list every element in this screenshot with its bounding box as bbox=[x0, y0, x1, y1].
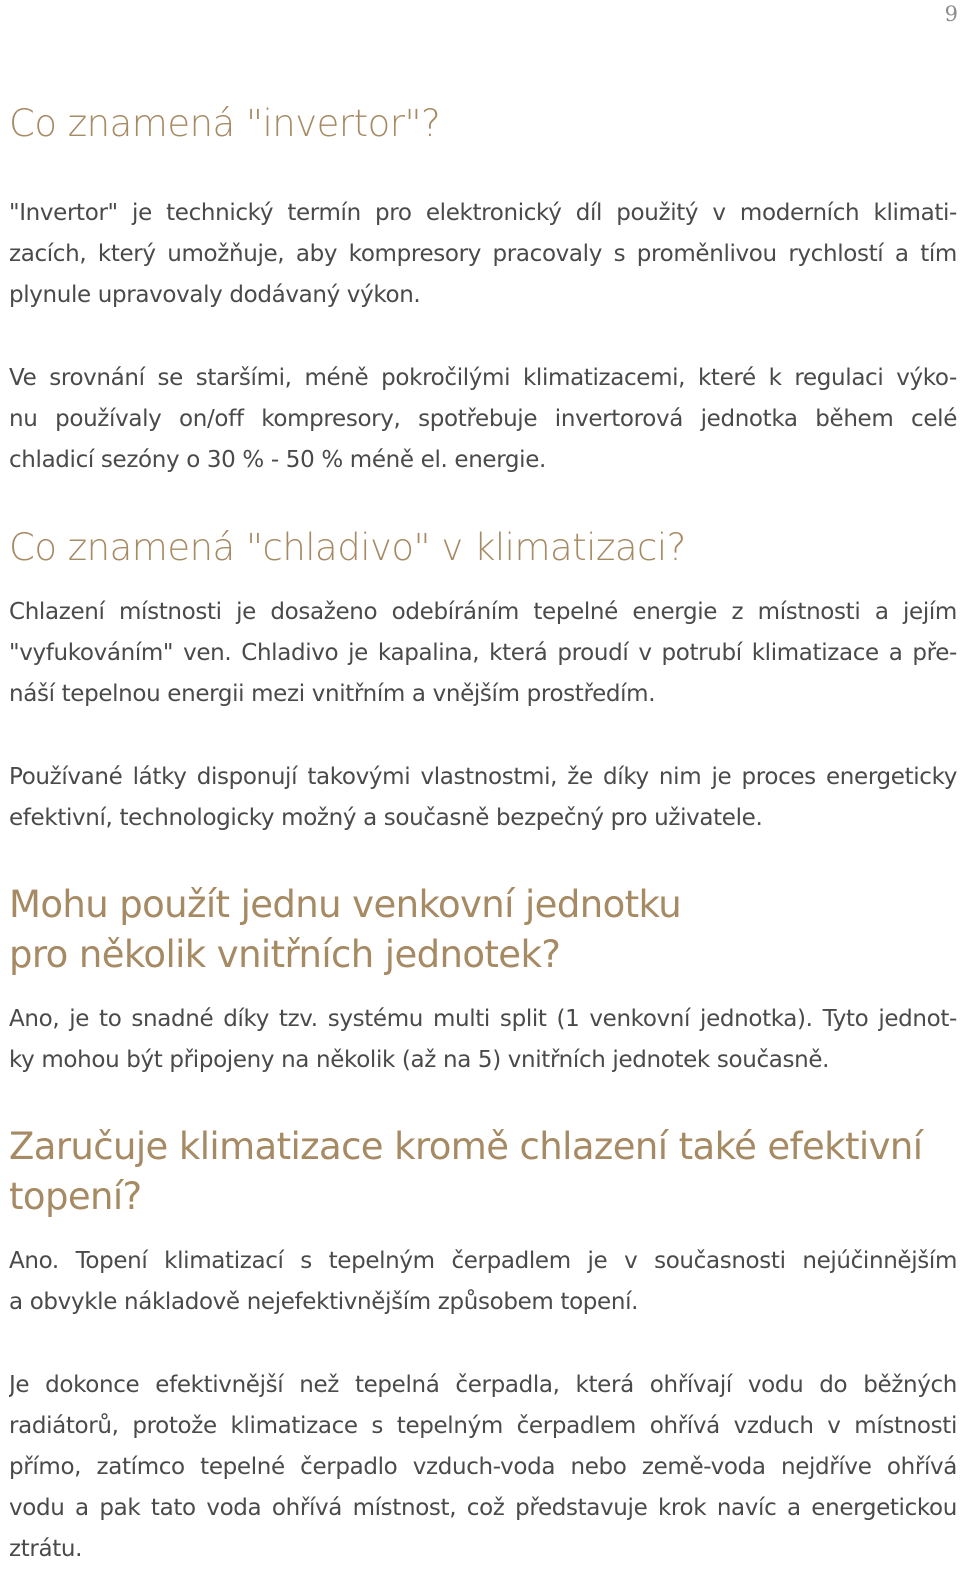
page-number: 9 bbox=[944, 2, 958, 26]
heading-line: Zaručuje klimatizace kromě chlazení také efektivní bbox=[9, 1125, 923, 1168]
text-line: zacích, který umožňuje, aby kompresory pracovaly s proměnlivou rychlostí a tím bbox=[9, 241, 957, 267]
section-2-paragraph-1 bbox=[9, 592, 957, 715]
text-line: přímo, zatímco tepelné čerpadlo vzduch-voda nebo země-voda nejdříve ohřívá bbox=[9, 1454, 957, 1480]
heading-line: Co znamená "chladivo" v klimatizaci? bbox=[9, 526, 686, 569]
section-1-paragraph-2 bbox=[9, 358, 957, 481]
text-line: chladicí sezóny o 30 % - 50 % méně el. energie. bbox=[9, 447, 546, 473]
text-line: Chlazení místnosti je dosaženo odebíráním tepelné energie z místnosti a jejím bbox=[9, 599, 957, 625]
text-line: nu používaly on/off kompresory, spotřebuje invertorová jednotka během celé bbox=[9, 406, 957, 432]
text-line: Ano. Topení klimatizací s tepelným čerpadlem je v současnosti nejúčinnějším bbox=[9, 1248, 957, 1274]
text-line: efektivní, technologicky možný a současně bezpečný pro uživatele. bbox=[9, 805, 763, 831]
heading-line: pro několik vnitřních jednotek? bbox=[9, 933, 561, 976]
text-line: vodu a pak tato voda ohřívá místnost, což představuje krok navíc a energetickou bbox=[9, 1495, 957, 1521]
section-2-paragraph-2 bbox=[9, 757, 957, 839]
heading-line: Co znamená "invertor"? bbox=[9, 102, 441, 145]
heading-line: Mohu použít jednu venkovní jednotku bbox=[9, 883, 682, 926]
text-line: Ve srovnání se staršími, méně pokročilými klimatizacemi, které k regulaci výko- bbox=[9, 365, 957, 391]
section-1-heading bbox=[9, 100, 440, 148]
text-line: náší tepelnou energii mezi vnitřním a vnějším prostředím. bbox=[9, 681, 656, 707]
text-line: "vyfukováním" ven. Chladivo je kapalina, která proudí v potrubí klimatizace a pře- bbox=[9, 640, 957, 666]
text-line: radiátorů, protože klimatizace s tepelným čerpadlem ohřívá vzduch v místnosti bbox=[9, 1413, 957, 1439]
section-3-paragraph-1 bbox=[9, 999, 957, 1081]
section-4-paragraph-2 bbox=[9, 1365, 957, 1570]
text-line: ky mohou být připojeny na několik (až na 5) vnitřních jednotek současně. bbox=[9, 1047, 830, 1073]
text-line: ztrátu. bbox=[9, 1536, 83, 1562]
section-4-heading bbox=[9, 1122, 922, 1222]
section-4-paragraph-1 bbox=[9, 1241, 957, 1323]
heading-line: topení? bbox=[9, 1175, 142, 1218]
section-2-heading bbox=[9, 524, 686, 572]
text-line: a obvykle nákladově nejefektivnějším způsobem topení. bbox=[9, 1289, 639, 1315]
text-line: Používané látky disponují takovými vlastnostmi, že díky nim je proces energeticky bbox=[9, 764, 957, 790]
text-line: Je dokonce efektivnější než tepelná čerpadla, která ohřívají vodu do běžných bbox=[9, 1372, 957, 1398]
text-line: plynule upravovaly dodávaný výkon. bbox=[9, 282, 421, 308]
text-line: Ano, je to snadné díky tzv. systému multi split (1 venkovní jednotka). Tyto jednot- bbox=[9, 1006, 957, 1032]
section-1-paragraph-1 bbox=[9, 193, 957, 316]
text-line: "Invertor" je technický termín pro elektronický díl použitý v moderních klimati- bbox=[9, 200, 957, 226]
section-3-heading bbox=[9, 880, 681, 980]
